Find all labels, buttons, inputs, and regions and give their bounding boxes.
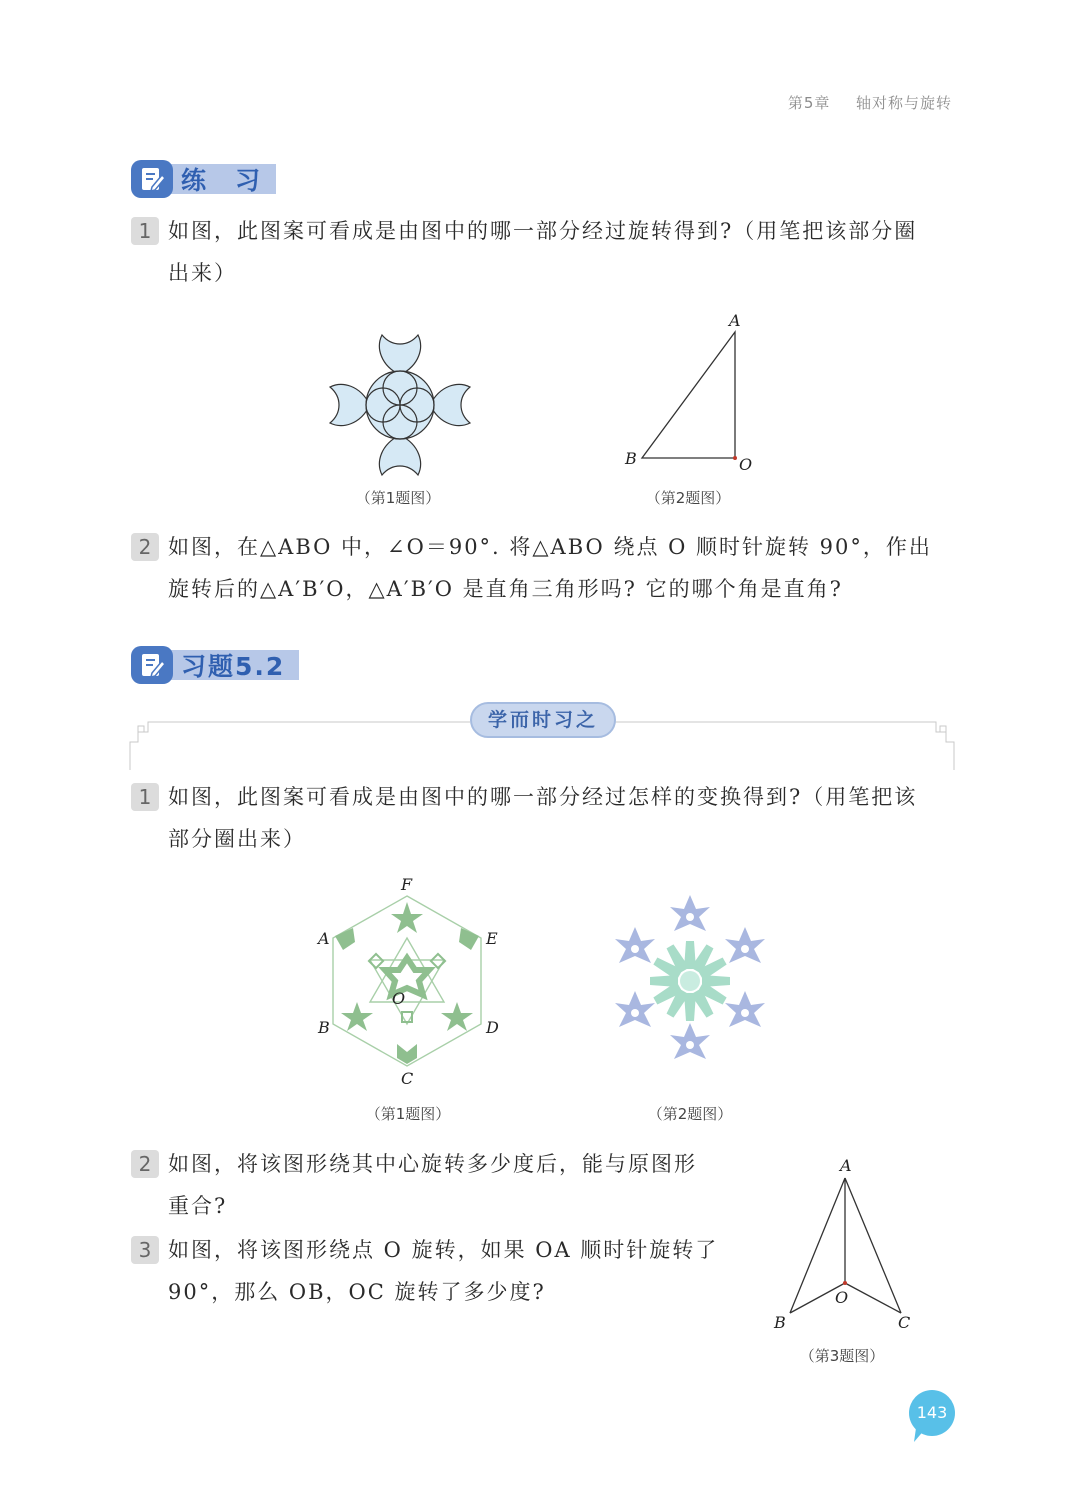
question-line: 如图，此图案可看成是由图中的哪一部分经过旋转得到?（用笔把该部分圈 (168, 219, 918, 243)
question-line: 出来） (168, 261, 237, 285)
vertex-label-C: C (401, 1069, 414, 1088)
vertex-label-F: F (401, 875, 413, 894)
question-text (168, 1229, 758, 1313)
vertex-label-D: D (486, 1018, 499, 1037)
chapter-title: 轴对称与旋转 (855, 94, 952, 112)
speech-tail-icon (912, 1428, 930, 1444)
practice-figure-1 (320, 325, 480, 485)
question-number: 3 (131, 1236, 159, 1264)
question-line: 如图，将该图形绕其中心旋转多少度后，能与原图形 (168, 1152, 697, 1176)
pencil-note-icon (131, 160, 173, 198)
exercise-figure-3 (765, 1150, 925, 1335)
question-line: 如图，此图案可看成是由图中的哪一部分经过怎样的变换得到?（用笔把该 (168, 785, 918, 809)
vertex-label-B: B (774, 1313, 786, 1332)
question-number: 1 (131, 217, 159, 245)
vertex-label-A: A (729, 311, 741, 330)
figure-caption: （第1题图） (355, 489, 441, 507)
pencil-note-icon (131, 646, 173, 684)
vertex-label-E: E (486, 929, 498, 948)
question-line: 旋转后的△A′B′O，△A′B′O 是直角三角形吗? 它的哪个角是直角? (168, 577, 843, 601)
study-badge: 学而时习之 (470, 702, 616, 738)
chapter-number: 第5章 (787, 94, 831, 112)
figure-caption: （第2题图） (647, 1105, 733, 1123)
exercise-heading (131, 646, 299, 684)
vertex-label-A: A (840, 1156, 852, 1175)
question-text (168, 1143, 758, 1227)
vertex-label-A: A (318, 929, 330, 948)
question-text (168, 526, 958, 610)
question-line: 如图，将该图形绕点 O 旋转，如果 OA 顺时针旋转了 (168, 1238, 719, 1262)
question-number: 1 (131, 783, 159, 811)
question-line: 部分圈出来） (168, 827, 306, 851)
practice-heading (131, 160, 276, 198)
practice-figure-2 (615, 310, 765, 475)
question-text (168, 210, 958, 294)
page-number: 143 (909, 1390, 955, 1436)
exercise-figure-2 (610, 892, 770, 1070)
vertex-label-O: O (739, 455, 753, 474)
vertex-label-B: B (625, 449, 637, 468)
exercise-figure-1 (305, 872, 510, 1092)
vertex-label-B: B (318, 1018, 330, 1037)
practice-title: 练 习 (167, 164, 276, 194)
question-text (168, 776, 958, 860)
page-header (0, 92, 952, 113)
exercise-title: 习题5.2 (167, 650, 299, 680)
figure-caption: （第3题图） (799, 1347, 885, 1365)
question-line: 重合? (168, 1194, 228, 1218)
question-line: 如图，在△ABO 中，∠O＝90°. 将△ABO 绕点 O 顺时针旋转 90°，作出 (168, 535, 932, 559)
question-number: 2 (131, 1150, 159, 1178)
question-line: 90°，那么 OB，OC 旋转了多少度? (168, 1280, 546, 1304)
figure-caption: （第1题图） (365, 1105, 451, 1123)
question-number: 2 (131, 533, 159, 561)
vertex-label-C: C (898, 1313, 911, 1332)
figure-caption: （第2题图） (645, 489, 731, 507)
center-label-O: O (392, 989, 406, 1008)
vertex-label-O: O (835, 1288, 849, 1307)
